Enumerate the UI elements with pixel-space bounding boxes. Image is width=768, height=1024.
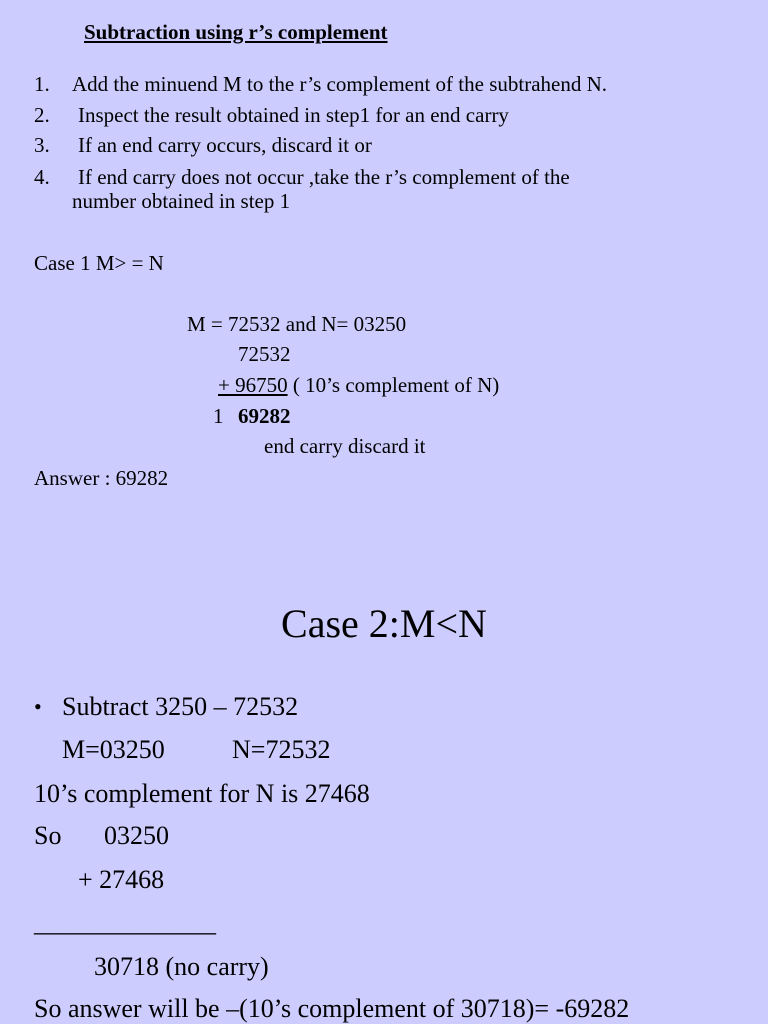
case1-operand-2-number: + 96750 bbox=[218, 373, 288, 397]
case2-result: 30718 (no carry) bbox=[94, 952, 269, 981]
step-text: If an end carry occurs, discard it or bbox=[78, 133, 372, 157]
case1-note: end carry discard it bbox=[264, 434, 426, 458]
case1-heading: Case 1 M> = N bbox=[34, 251, 164, 275]
case2-m-value: M=03250 bbox=[62, 735, 165, 764]
step-number: 2. bbox=[34, 103, 50, 127]
case1-operand-2-note: ( 10’s complement of N) bbox=[287, 373, 500, 397]
step-text: Add the minuend M to the r’s complement of the subtrahend N. bbox=[72, 72, 608, 96]
case1-result: 69282 bbox=[238, 404, 291, 428]
case2-so-label: So bbox=[34, 821, 62, 850]
case1-carry: 1 bbox=[213, 404, 224, 428]
page-title: Subtraction using r’s complement bbox=[84, 20, 388, 44]
case2-subtract: Subtract 3250 – 72532 bbox=[62, 692, 299, 721]
step-text: Inspect the result obtained in step1 for an end carry bbox=[78, 103, 509, 127]
case2-answer: So answer will be –(10’s complement of 30718)= -69282 bbox=[34, 994, 630, 1023]
step-text: If end carry does not occur ,take the r’s complement of the bbox=[78, 165, 570, 189]
step-4-continuation: number obtained in step 1 bbox=[72, 189, 291, 213]
case2-n-value: N=72532 bbox=[232, 735, 331, 764]
case2-heading: Case 2:M<N bbox=[281, 601, 487, 646]
case2-rule: ______________ bbox=[34, 908, 216, 937]
bullet-icon: • bbox=[34, 694, 42, 719]
step-number: 3. bbox=[34, 133, 50, 157]
step-number: 4. bbox=[34, 165, 50, 189]
case1-answer: Answer : 69282 bbox=[34, 466, 169, 490]
case2-operand-1: 03250 bbox=[104, 821, 169, 850]
step-number: 1. bbox=[34, 72, 50, 96]
case1-operand-2 bbox=[218, 373, 499, 398]
case1-given: M = 72532 and N= 03250 bbox=[187, 312, 407, 336]
case2-operand-2: + 27468 bbox=[78, 865, 165, 894]
case2-complement: 10’s complement for N is 27468 bbox=[34, 779, 370, 808]
case1-operand-1: 72532 bbox=[238, 342, 291, 366]
